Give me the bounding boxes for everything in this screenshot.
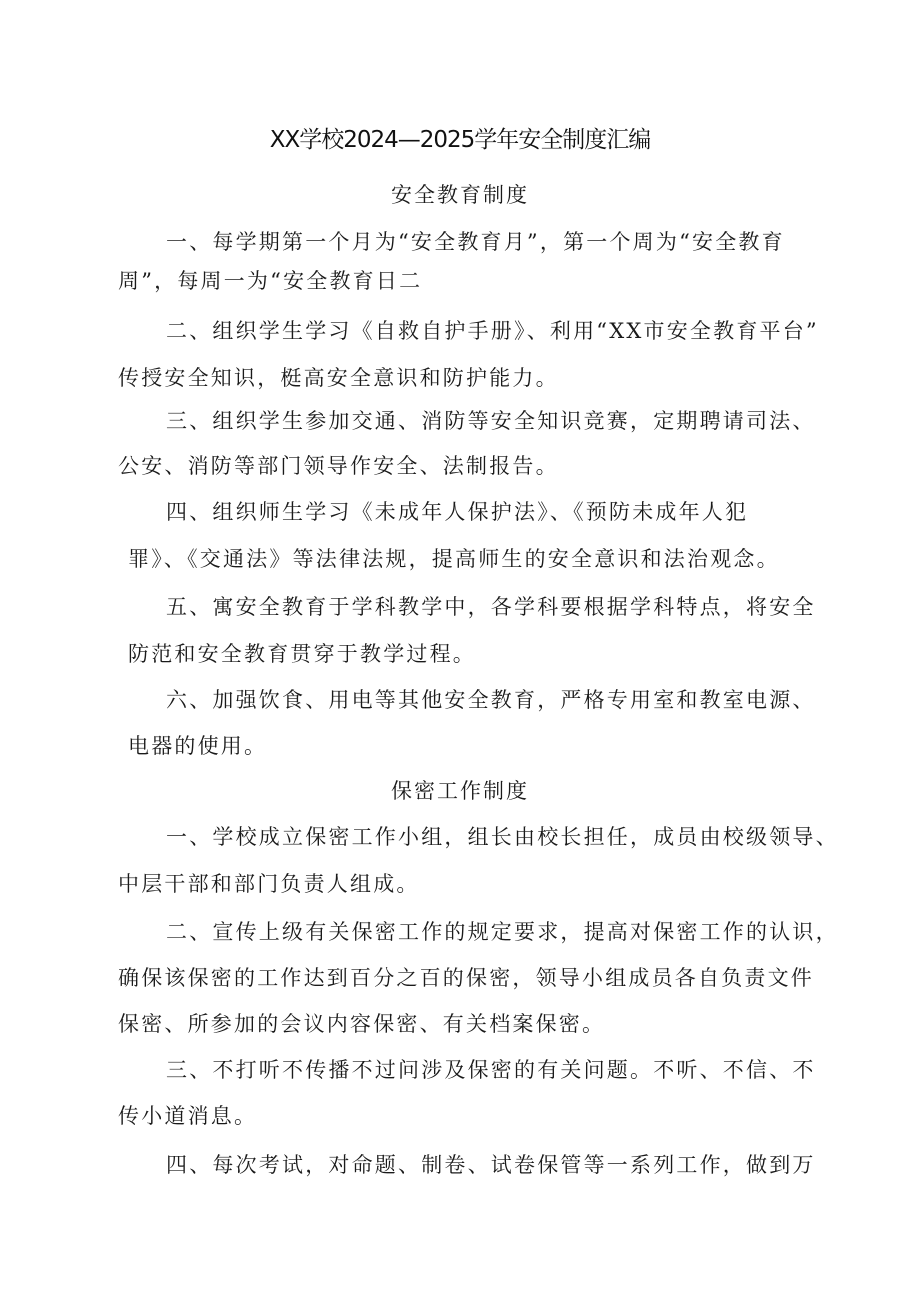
paragraph-line: 周”，每周一为“安全教育日二 <box>118 269 423 293</box>
paragraph-line: 二、宣传上级有关保密工作的规定要求，提高对保密工作的认识， <box>166 920 839 944</box>
paragraph-line: 三、不打听不传播不过问涉及保密的有关问题。不听、不信、不 <box>166 1058 816 1082</box>
paragraph-line: 一、每学期第一个月为“安全教育月”，第一个周为“安全教育 <box>166 230 785 254</box>
paragraph-line: 传小道消息。 <box>118 1104 258 1128</box>
paragraph-line: 五、寓安全教育于学科教学中，各学科要根据学科特点，将安全 <box>166 595 816 619</box>
document-title: XX学校2024—2025学年安全制度汇编 <box>269 127 651 153</box>
paragraph-line: 传授安全知识，梃高安全意识和防护能力。 <box>118 366 559 390</box>
paragraph-line: 三、组织学生参加交通、消防等安全知识竞赛，定期聘请司法、 <box>166 409 816 433</box>
paragraph-line: 中层干部和部门负责人组成。 <box>118 872 420 896</box>
paragraph-line: 一、学校成立保密工作小组，组长由校长担任，成员由校级领导、 <box>166 825 839 849</box>
paragraph-line: 四、每次考试，对命题、制卷、试卷保管等一系列工作，做到万 <box>166 1153 816 1177</box>
paragraph-line: 六、加强饮食、用电等其他安全教育，严格专用室和教室电源、 <box>166 688 816 712</box>
paragraph-line: 四、组织师生学习《未成年人保护法》、《预防未成年人犯 <box>166 500 749 524</box>
paragraph-line: 二、组织学生学习《自救自护手册》、利用“XX市安全教育平台” <box>166 319 819 343</box>
paragraph-line: 确保该保密的工作达到百分之百的保密，领导小组成员各自负责文件 <box>118 966 814 990</box>
paragraph-line: 公安、消防等部门领导作安全、法制报告。 <box>118 454 559 478</box>
paragraph-line: 电器的使用。 <box>128 734 268 758</box>
section-heading-confidentiality: 保密工作制度 <box>391 779 529 803</box>
paragraph-line: 罪》、《交通法》等法律法规，提高师生的安全意识和法治观念。 <box>128 547 780 571</box>
paragraph-line: 防范和安全教育贯穿于教学过程。 <box>128 642 476 666</box>
section-heading-safety-education: 安全教育制度 <box>391 183 529 207</box>
paragraph-line: 保密、所参加的会议内容保密、有关档案保密。 <box>118 1012 606 1036</box>
